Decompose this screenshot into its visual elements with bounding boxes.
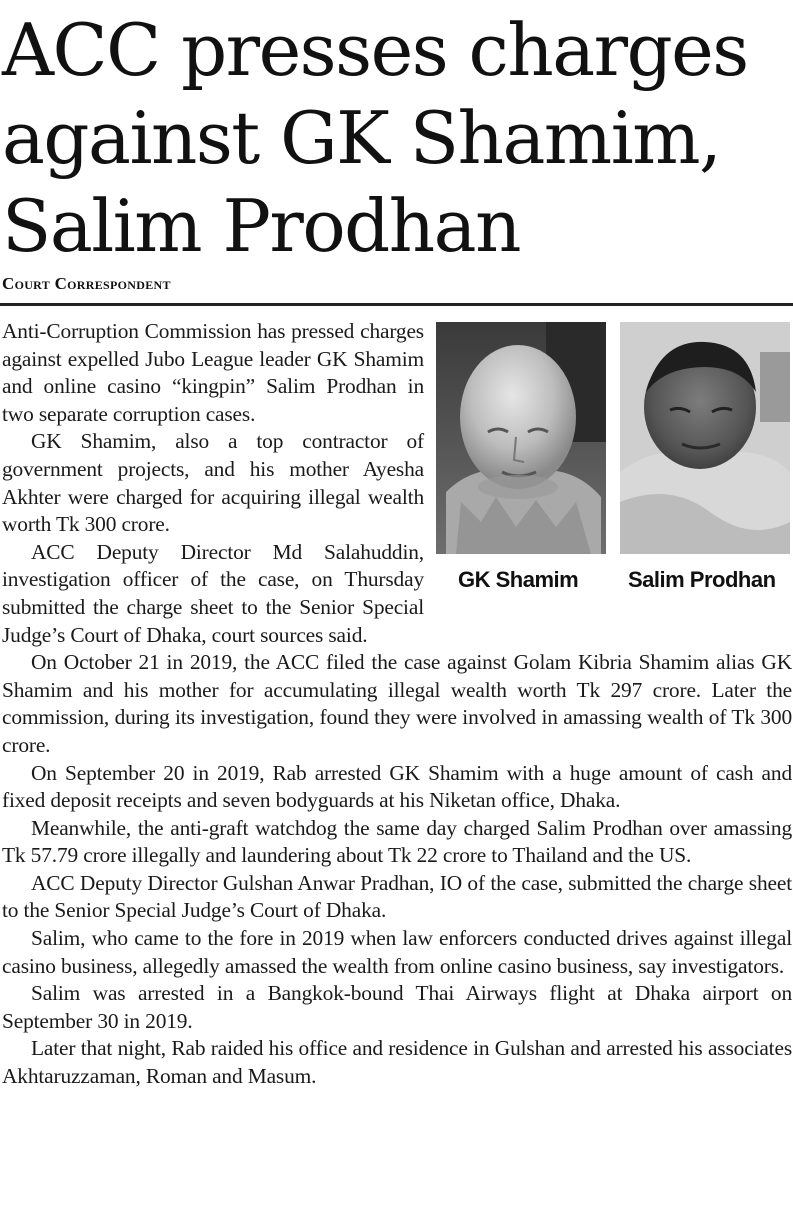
paragraph: Salim, who came to the fore in 2019 when law enforcers conducted drives against illegal casino business, allegedly amassed the wealth from online casino business, say investigators.	[2, 926, 792, 978]
paragraph: Later that night, Rab raided his office and residence in Gulshan and arrested his associates Akhtaruzzaman, Roman and Masum.	[2, 1036, 792, 1089]
paragraph: On September 20 in 2019, Rab arrested GK Shamim with a huge amount of cash and fixed deposit receipts and seven bodyguards at his Niketan office, Dhaka.	[2, 760, 792, 813]
photo-caption-gk-shamim: GK Shamim	[458, 567, 579, 592]
portrait-photo-icon	[620, 322, 790, 554]
article-body	[2, 318, 792, 1091]
paragraph: Meanwhile, the anti-graft watchdog the same day charged Salim Prodhan over amassing Tk 57.79 crore illegally and laundering about Tk 22 crore to Thailand and the US.	[2, 815, 792, 868]
paragraph: ACC Deputy Director Md Salahuddin, investigation officer of the case, on Thursday submitted the charge sheet to the Senior Special Judge’s Court of Dhaka, court sources said.	[2, 539, 424, 647]
paragraph: ACC Deputy Director Gulshan Anwar Pradhan, IO of the case, submitted the charge sheet to the Senior Special Judge’s Court of Dhaka.	[2, 870, 792, 923]
byline: Court Correspondent	[2, 274, 171, 293]
paragraph: Anti-Corruption Commission has pressed charges against expelled Jubo League leader GK Shamim and online casino “kingpin” Salim Prodhan in two separate corruption cases.	[2, 319, 424, 426]
gk-shamim-photo	[436, 322, 606, 554]
portrait-photo-icon	[436, 322, 606, 554]
divider-rule	[0, 303, 793, 306]
paragraph: GK Shamim, also a top contractor of government projects, and his mother Ayesha Akhter were charged for acquiring illegal wealth worth Tk 300 crore.	[2, 429, 424, 537]
photo-group	[436, 322, 792, 598]
paragraph: Salim was arrested in a Bangkok-bound Thai Airways flight at Dhaka airport on September 30 in 2019.	[2, 981, 792, 1033]
headline: ACC presses charges against GK Shamim, Salim Prodhan	[2, 8, 748, 268]
salim-prodhan-photo	[620, 322, 790, 554]
paragraph: On October 21 in 2019, the ACC filed the case against Golam Kibria Shamim alias GK Shamim and his mother for accumulating illegal wealth worth Tk 297 crore. Later the commission, during its investigation, found they were involved in amassing wealth of Tk 300 crore.	[2, 650, 792, 757]
photo-caption-salim-prodhan: Salim Prodhan	[628, 567, 776, 592]
